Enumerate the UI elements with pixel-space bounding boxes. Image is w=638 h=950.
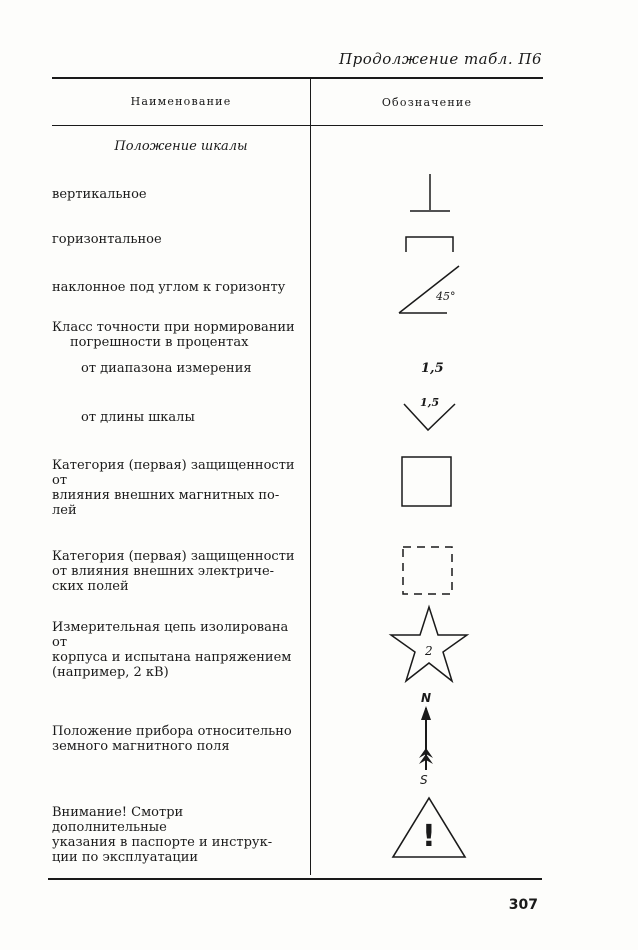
earth-field-arrow-symbol: [408, 688, 448, 790]
warning-exclamation: !: [422, 819, 436, 854]
row-label-insulation: [52, 620, 302, 680]
electric-protection-symbol: [400, 544, 456, 598]
column-header-name: Наименование: [130, 95, 232, 108]
north-label: N: [421, 691, 432, 705]
row-label-warning: [52, 805, 302, 865]
top-rule: [52, 77, 543, 79]
magnetic-protection-symbol: [400, 455, 454, 509]
accuracy-line-1: Класс точности при нормировании: [52, 320, 295, 335]
row-label-electric: [52, 549, 302, 594]
warning-line-1: Внимание! Смотри дополнительные: [52, 805, 184, 835]
insulation-line-1: Измерительная цепь изолирована от: [52, 620, 289, 650]
electric-line-1: Категория (первая) защищенности: [52, 549, 295, 564]
accuracy-length-symbol: [400, 392, 460, 434]
row-label-inclined: наклонное под углом к горизонту: [52, 280, 286, 295]
electric-line-2: от влияния внешних электриче-: [52, 564, 275, 579]
row-label-vertical: вертикальное: [52, 187, 147, 202]
magnetic-line-1: Категория (первая) защищенности от: [52, 458, 295, 488]
row-label-earth-field: [52, 724, 302, 754]
insulation-line-3: (например, 2 кВ): [52, 665, 169, 680]
earth-field-line-2: земного магнитного поля: [52, 739, 230, 754]
row-label-accuracy: [52, 320, 295, 350]
header-rule: [52, 125, 543, 126]
row-label-length: от длины шкалы: [81, 410, 195, 425]
row-label-range: от диапазона измерения: [81, 361, 252, 376]
magnetic-line-2: влияния внешних магнитных по-: [52, 488, 280, 503]
row-label-magnetic: [52, 458, 302, 518]
page-number: 307: [508, 897, 538, 913]
magnetic-line-3: лей: [52, 503, 77, 518]
accuracy-length-value: 1,5: [420, 396, 440, 409]
column-header-symbol: Обозначение: [381, 96, 473, 109]
accuracy-line-2: погрешности в процентах: [70, 335, 249, 350]
insulation-test-star-symbol: [388, 604, 470, 684]
inclined-angle-label: 45°: [436, 290, 456, 303]
insulation-voltage-value: 2: [425, 644, 433, 658]
horizontal-scale-symbol: [403, 232, 457, 256]
bottom-rule: [48, 878, 542, 880]
warning-line-2: указания в паспорте и инструк-: [52, 835, 273, 850]
electric-line-3: ских полей: [52, 579, 129, 594]
table-continuation-caption: Продолжение табл. П6: [339, 50, 542, 68]
row-label-horizontal: горизонтальное: [52, 232, 162, 247]
accuracy-range-value: 1,5: [421, 361, 444, 376]
column-divider: [310, 79, 311, 875]
warning-triangle-symbol: [389, 795, 469, 861]
inclined-scale-symbol: [393, 262, 468, 318]
south-label: S: [420, 773, 428, 787]
earth-field-line-1: Положение прибора относительно: [52, 724, 292, 739]
section-title: Положение шкалы: [114, 139, 248, 154]
warning-line-3: ции по эксплуатации: [52, 850, 199, 865]
insulation-line-2: корпуса и испытана напряжением: [52, 650, 292, 665]
vertical-scale-symbol: [405, 172, 455, 217]
